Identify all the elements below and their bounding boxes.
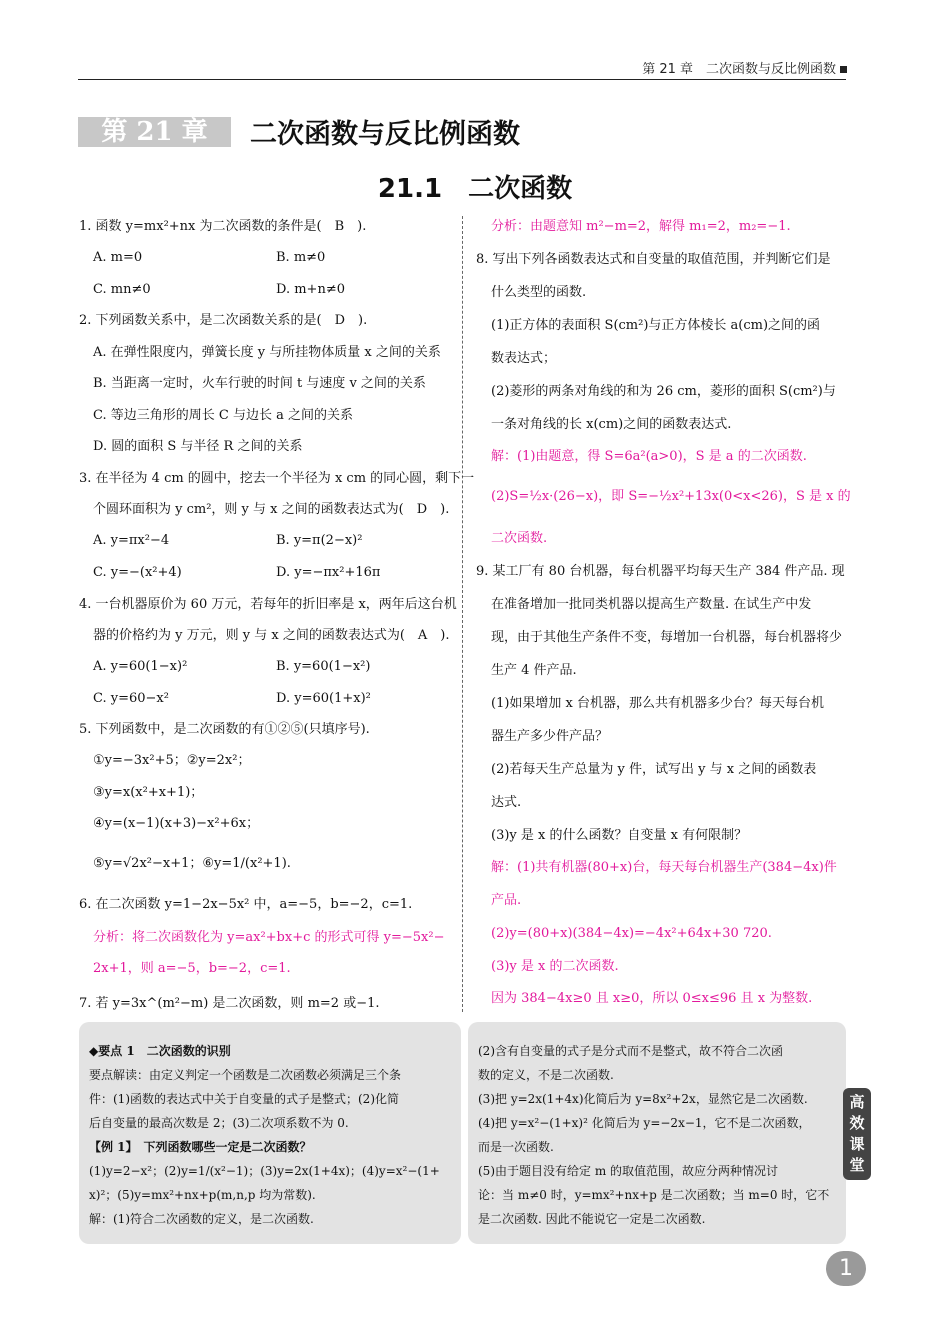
box_left-line: 解：(1)符合二次函数的定义，是二次函数.: [89, 1212, 314, 1226]
box_left-line: 【例 1】 下列函数哪些一定是二次函数？: [89, 1140, 312, 1154]
left_col-line: D. m+n≠0: [276, 282, 345, 297]
right_col-line: 因为 384−4x≥0 且 x≥0，所以 0≤x≤96 且 x 为整数.: [491, 991, 813, 1006]
square-icon: [840, 66, 847, 73]
left_col-line: C. y=60−x²: [93, 691, 169, 706]
box_left-line: (1)y=2−x²；(2)y=1/(x²−1)；(3)y=2x(1+4x)；(4)y=x²−(1+: [89, 1164, 440, 1178]
right_col-line: (2)若每天生产总量为 y 件，试写出 y 与 x 之间的函数表: [491, 762, 817, 777]
left_col-line: B. y=π(2−x)²: [276, 533, 363, 548]
box_right-line: (3)把 y=2x(1+4x)化简后为 y=8x²+2x，显然它是二次函数.: [478, 1092, 808, 1106]
left_col-line: C. mn≠0: [93, 282, 151, 297]
right_col-line: (2)y=(80+x)(384−4x)=−4x²+64x+30 720.: [491, 926, 772, 941]
left_col-line: 2x+1，则 a=−5，b=−2，c=1.: [93, 961, 291, 976]
box_left-line: ◆要点 1 二次函数的识别: [89, 1044, 231, 1058]
left_col-line: 器的价格约为 y 万元，则 y 与 x 之间的函数表达式为( A ).: [93, 628, 450, 643]
box_right-line: 数的定义，不是二次函数.: [478, 1068, 614, 1082]
left_col-line: ④y=(x−1)(x+3)−x²+6x；: [93, 816, 260, 831]
left_col-line: ①y=−3x²+5；②y=2x²；: [93, 753, 251, 768]
right_col-line: 一条对角线的长 x(cm)之间的函数表达式.: [491, 417, 732, 432]
left_col-line: B. y=60(1−x²): [276, 659, 371, 674]
left_col-line: 1. 函数 y=mx²+nx 为二次函数的条件是( B ).: [79, 219, 367, 234]
right_col-line: (1)正方体的表面积 S(cm²)与正方体棱长 a(cm)之间的函: [491, 318, 821, 333]
side-tab: 高 效 课 堂: [843, 1088, 871, 1180]
left_col-line: 4. 一台机器原价为 60 万元，若每年的折旧率是 x，两年后这台机: [79, 597, 457, 612]
left_col-line: 7. 若 y=3x^(m²−m) 是二次函数，则 m=2 或−1.: [79, 996, 380, 1011]
box_right-line: 论：当 m≠0 时，y=mx²+nx+p 是二次函数；当 m=0 时，它不: [478, 1188, 830, 1202]
left_col-line: 个圆环面积为 y cm²，则 y 与 x 之间的函数表达式为( D ).: [93, 502, 450, 517]
left_col-line: ⑤y=√2x²−x+1；⑥y=1/(x²+1).: [93, 856, 291, 871]
left_col-line: 6. 在二次函数 y=1−2x−5x² 中，a=−5，b=−2，c=1.: [79, 897, 413, 912]
box_right-line: (4)把 y=x²−(1+x)² 化简后为 y=−2x−1，它不是二次函数，: [478, 1116, 811, 1130]
box_left-line: 要点解读：由定义判定一个函数是二次函数必须满足三个条: [89, 1068, 402, 1082]
right_col-line: 产品.: [491, 893, 522, 908]
left_col-line: B. m≠0: [276, 250, 326, 265]
chapter-label: 第 21 章: [78, 117, 231, 147]
right_col-line: (3)y 是 x 的二次函数.: [491, 959, 619, 974]
box_left-line: 后自变量的最高次数是 2；(3)二次项系数不为 0.: [89, 1116, 349, 1130]
box_right-line: 而是一次函数.: [478, 1140, 554, 1154]
left_col-line: D. y=−πx²+16π: [276, 565, 381, 580]
chapter-title: 二次函数与反比例函数: [250, 119, 520, 150]
right_col-line: 生产 4 件产品.: [491, 663, 577, 678]
right_col-line: 达式.: [491, 795, 522, 810]
box_left-line: 件：(1)函数的表达式中关于自变量的式子是整式；(2)化简: [89, 1092, 399, 1106]
box_right-line: 是二次函数. 因此不能说它一定是二次函数.: [478, 1212, 706, 1226]
right_col-line: 8. 写出下列各函数表达式和自变量的取值范围，并判断它们是: [476, 252, 831, 267]
right_col-line: (2)菱形的两条对角线的和为 26 cm，菱形的面积 S(cm²)与: [491, 384, 836, 399]
box_left-line: x)²；(5)y=mx²+nx+p(m,n,p 均为常数).: [89, 1188, 316, 1202]
right_col-line: 解：(1)共有机器(80+x)台，每天每台机器生产(384−4x)件: [491, 860, 837, 875]
right_col-line: 在准备增加一批同类机器以提高生产数量. 在试生产中发: [491, 597, 812, 612]
left_col-line: D. y=60(1+x)²: [276, 691, 371, 706]
header-rule: [78, 79, 846, 80]
section-title: 21.1 二次函数: [377, 174, 573, 204]
right_col-line: (3)y 是 x 的什么函数？自变量 x 有何限制？: [491, 828, 748, 843]
left_col-line: 5. 下列函数中，是二次函数的有①②⑤(只填序号).: [79, 722, 370, 737]
right_col-line: 器生产多少件产品？: [491, 729, 609, 744]
left_col-line: 3. 在半径为 4 cm 的圆中，挖去一个半径为 x cm 的同心圆，剩下一: [79, 471, 475, 486]
key-point-box-right: [468, 1022, 846, 1244]
right_col-line: 解：(1)由题意，得 S=6a²(a>0)，S 是 a 的二次函数.: [491, 449, 807, 464]
left_col-line: A. 在弹性限度内，弹簧长度 y 与所挂物体质量 x 之间的关系: [93, 345, 441, 360]
left_col-line: A. y=πx²−4: [93, 533, 170, 548]
column-divider: [462, 216, 463, 1012]
left_col-line: C. y=−(x²+4): [93, 565, 182, 580]
right_col-line: 分析：由题意知 m²−m=2，解得 m₁=2，m₂=−1.: [491, 219, 791, 234]
right_col-line: 现，由于其他生产条件不变，每增加一台机器，每台机器将少: [491, 630, 843, 645]
left_col-line: D. 圆的面积 S 与半径 R 之间的关系: [93, 439, 303, 454]
left_col-line: C. 等边三角形的周长 C 与边长 a 之间的关系: [93, 408, 353, 423]
right_col-line: 9. 某工厂有 80 台机器，每台机器平均每天生产 384 件产品. 现: [476, 564, 845, 579]
box_right-line: (5)由于题目没有给定 m 的取值范围，故应分两种情况讨: [478, 1164, 779, 1178]
left_col-line: B. 当距离一定时，火车行驶的时间 t 与速度 v 之间的关系: [93, 376, 426, 391]
left_col-line: A. m=0: [93, 250, 143, 265]
right_col-line: 什么类型的函数.: [491, 285, 587, 300]
right_col-line: 数表达式；: [491, 351, 557, 366]
running-head: 第 21 章 二次函数与反比例函数: [0, 58, 847, 77]
right_col-line: (2)S=½x·(26−x)，即 S=−½x²+13x(0<x<26)，S 是 x 的: [491, 489, 851, 504]
left_col-line: ③y=x(x²+x+1)；: [93, 785, 204, 800]
page-number: 1: [826, 1251, 866, 1286]
box_right-line: (2)含有自变量的式子是分式而不是整式，故不符合二次函: [478, 1044, 784, 1058]
right_col-line: 二次函数.: [491, 531, 548, 546]
left_col-line: 2. 下列函数关系中，是二次函数关系的是( D ).: [79, 313, 368, 328]
left_col-line: 分析：将二次函数化为 y=ax²+bx+c 的形式可得 y=−5x²−: [93, 930, 445, 945]
left_col-line: A. y=60(1−x)²: [93, 659, 188, 674]
key-point-box-left: [79, 1022, 461, 1244]
right_col-line: (1)如果增加 x 台机器，那么共有机器多少台？每天每台机: [491, 696, 825, 711]
